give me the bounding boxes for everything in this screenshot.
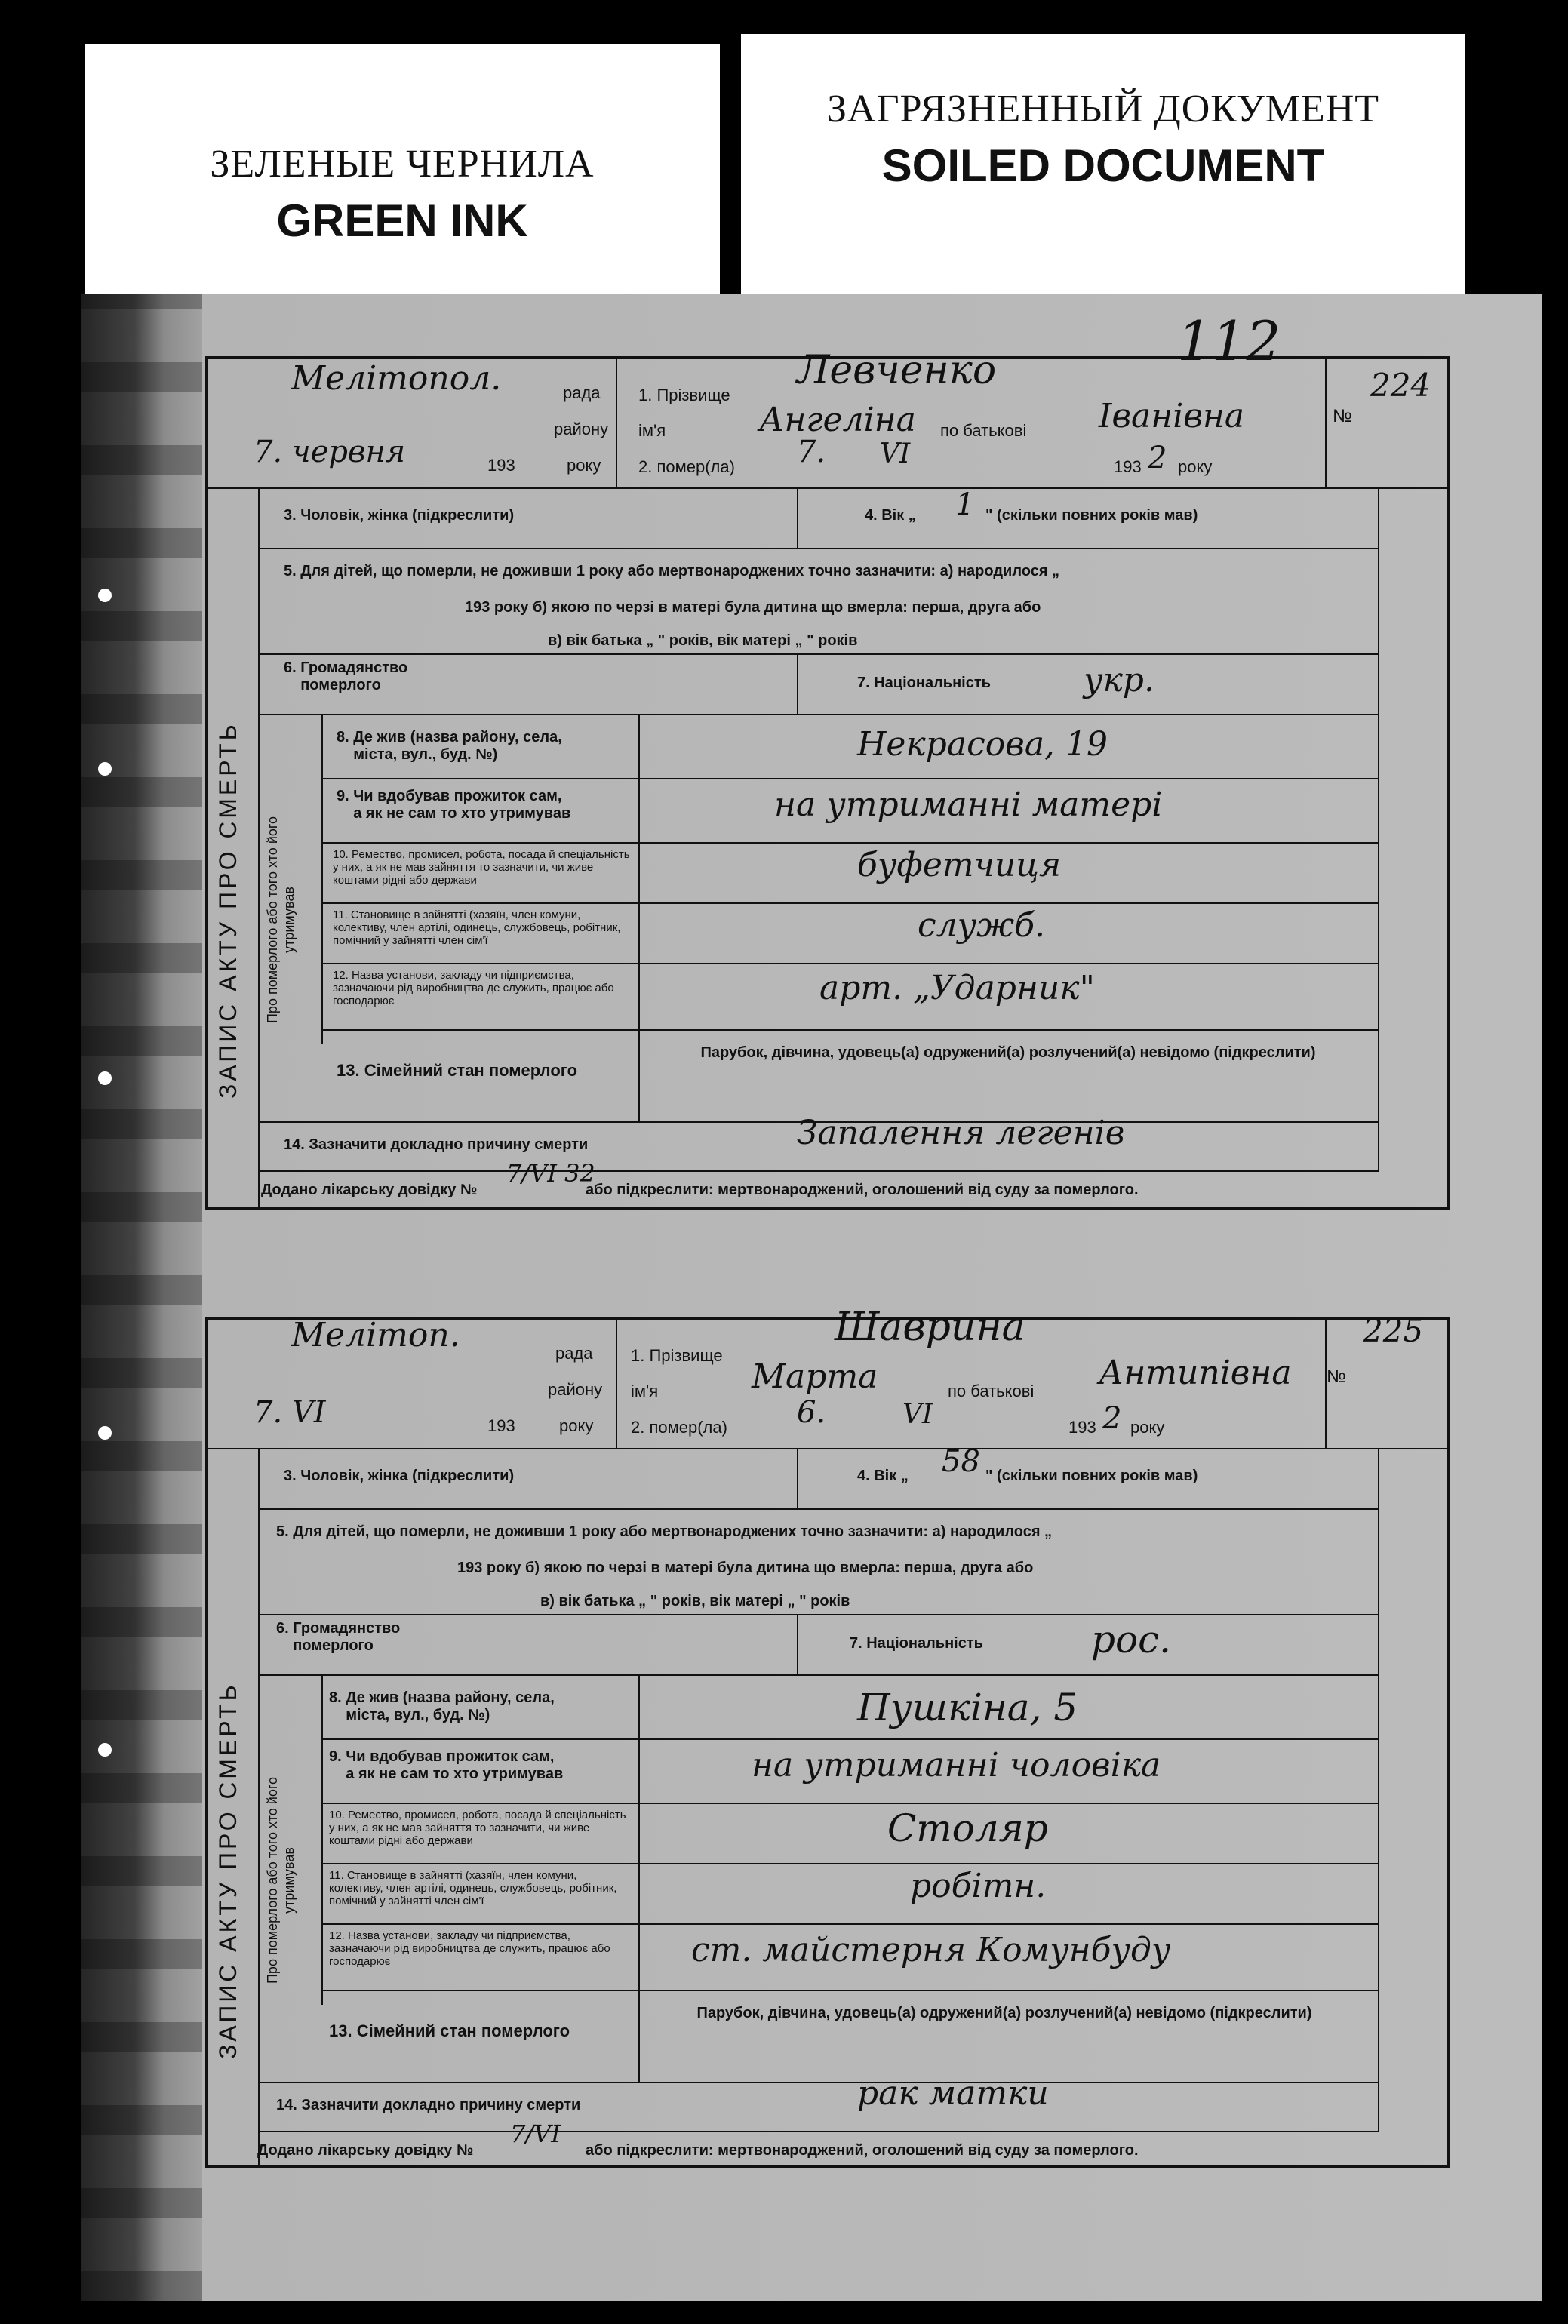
occupation-value: буфетчиця [857, 846, 1062, 884]
rada-value: Мелітоп. [291, 1316, 460, 1354]
certificate-value: 7/VI [510, 2120, 561, 2148]
registration-date: 7. червня [254, 435, 406, 469]
died-year-prefix: 193 [1068, 1418, 1096, 1437]
died-day: 6. [797, 1395, 826, 1430]
side-title: ЗАПИС АКТУ ПРО СМЕРТЬ [214, 1682, 241, 2059]
age-label-suffix: " (скільки повних років мав) [985, 1468, 1198, 1484]
position-value: робітн. [910, 1867, 1047, 1905]
punch-hole [98, 589, 112, 602]
died-day: 7. [797, 435, 826, 469]
support-value: на утриманні чоловіка [752, 1746, 1161, 1784]
side-subtitle: Про померлого або того хто його утримував [265, 816, 297, 1023]
marital-options: Парубок, дівчина, удовець(а) одружений(а) розлучений(а) невідомо (підкреслити) [696, 2005, 1312, 2021]
died-label: 2. помер(ла) [638, 457, 735, 476]
rada-label: рада [555, 1344, 593, 1363]
nationality-value: укр. [1084, 661, 1154, 699]
certificate-value: 7/VI 32 [506, 1159, 595, 1188]
died-label: 2. помер(ла) [631, 1418, 727, 1437]
patronymic-label: по батькові [948, 1382, 1035, 1400]
died-roku: року [1178, 457, 1213, 476]
certificate-label: Додано лікарську довідку № [257, 2142, 474, 2159]
surname-label: 1. Прізвище [631, 1346, 723, 1365]
marital-label: 13. Сімейний стан померлого [337, 1061, 578, 1080]
record-number: 224 [1370, 367, 1431, 404]
rada-label: рада [563, 383, 601, 402]
side-subtitle: Про померлого або того хто його утримував [265, 1776, 297, 1984]
cause-label: 14. Зазначити докладно причину смерти [284, 1136, 589, 1153]
children-line2: 193 року б) якою по черзі в матері була дитина що вмерла: перша, друга або [465, 599, 1041, 616]
number-sign: № [1333, 406, 1352, 426]
died-year: 2 [1148, 441, 1167, 475]
employer-value: арт. „Ударник" [819, 969, 1095, 1007]
died-month: VI [902, 1399, 933, 1430]
died-roku: року [1130, 1418, 1165, 1437]
children-line3: в) вік батька „ " років, вік матері „ " років [548, 632, 858, 649]
died-year-prefix: 193 [1114, 457, 1142, 476]
marital-label: 13. Сімейний стан померлого [329, 2021, 570, 2040]
punch-hole [98, 1071, 112, 1085]
employer-label: 12. Назва установи, закладу чи підприємства, зазначаючи рід виробництва де служить, працює або господарює [333, 969, 614, 1007]
certificate-suffix: або підкреслити: мертвонароджений, оголошений від суду за померлого. [586, 1182, 1139, 1198]
cause-label: 14. Зазначити докладно причину смерти [276, 2097, 581, 2113]
soiled-label-ru: ЗАГРЯЗНЕННЫЙ ДОКУМЕНТ [826, 88, 1380, 131]
patronymic-value: Іванівна [1099, 397, 1245, 435]
children-line1: 5. Для дітей, що померли, не доживши 1 року або мертвонароджених точно зазначити: а) народилося „ [284, 563, 1060, 579]
citizenship-label: 6. Громадянство померлого [284, 659, 408, 693]
occupation-label: 10. Ремество, промисел, робота, посада й спеціальність у них, а як не мав зайняття то зазначити, чи живе коштами рідні або держави [329, 1809, 626, 1847]
support-label: 9. Чи вдобував прожиток сам, а як не сам то хто утримував [329, 1748, 564, 1782]
gender-label: 3. Чоловік, жінка (підкреслити) [284, 1468, 515, 1484]
certificate-label: Додано лікарську довідку № [261, 1182, 478, 1198]
residence-value: Некрасова, 19 [857, 725, 1108, 764]
green-ink-label-en: GREEN INK [276, 195, 528, 246]
children-line3: в) вік батька „ " років, вік матері „ " років [540, 1593, 850, 1609]
rayonu-label: району [554, 420, 609, 438]
position-value: служб. [918, 906, 1046, 945]
side-title: ЗАПИС АКТУ ПРО СМЕРТЬ [214, 721, 241, 1099]
rada-value: Мелітопол. [291, 359, 502, 398]
rayonu-label: району [548, 1380, 603, 1399]
support-value: на утриманні матері [774, 785, 1163, 824]
page-number: 112 [1177, 309, 1281, 373]
employer-value: ст. майстерня Комунбуду [691, 1931, 1171, 1969]
cause-value: Запалення легенів [797, 1114, 1125, 1152]
certificate-suffix: або підкреслити: мертвонароджений, оголошений від суду за померлого. [586, 2142, 1139, 2159]
roku-label: року [567, 456, 601, 475]
position-label: 11. Становище в зайнятті (хазяїн, член комуни, колективу, член артілі, одинець, службовець, робітник, помічний у зайнятті член сім'ї [329, 1869, 617, 1907]
name-value: Ангеліна [759, 401, 916, 439]
death-record-224 [205, 348, 1450, 1210]
year-prefix: 193 [487, 456, 515, 475]
year-prefix: 193 [487, 1416, 515, 1435]
surname-value: Левченко [797, 348, 997, 393]
record-number: 225 [1363, 1312, 1424, 1349]
surname-value: Шаврина [835, 1305, 1025, 1350]
died-month: VI [880, 438, 911, 469]
cause-value: рак матки [857, 2074, 1049, 2113]
age-label-prefix: 4. Вік „ [865, 507, 916, 524]
died-year: 2 [1102, 1401, 1122, 1436]
position-label: 11. Становище в зайнятті (хазяїн, член комуни, колективу, член артілі, одинець, службовець, робітник, помічний у зайнятті член сім'ї [333, 908, 621, 947]
punch-hole [98, 1426, 112, 1440]
name-label: ім'я [638, 421, 666, 440]
registration-date: 7. VI [254, 1395, 326, 1430]
age-value: 1 [955, 487, 975, 522]
age-value: 58 [942, 1444, 980, 1479]
death-record-225 [205, 1305, 1450, 2168]
patronymic-label: по батькові [940, 421, 1027, 440]
support-label: 9. Чи вдобував прожиток сам, а як не сам то хто утримував [337, 788, 571, 822]
children-line2: 193 року б) якою по черзі в матері була дитина що вмерла: перша, друга або [457, 1560, 1034, 1576]
nationality-label: 7. Національність [850, 1635, 983, 1652]
residence-label: 8. Де жив (назва району, села, міста, вул., буд. №) [329, 1689, 555, 1723]
nationality-value: рос. [1091, 1618, 1172, 1662]
number-sign: № [1327, 1366, 1346, 1387]
children-line1: 5. Для дітей, що померли, не доживши 1 року або мертвонароджених точно зазначити: а) народилося „ [276, 1523, 1053, 1540]
soiled-label-en: SOILED DOCUMENT [881, 140, 1325, 191]
employer-label: 12. Назва установи, закладу чи підприємства, зазначаючи рід виробництва де служить, працює або господарює [329, 1929, 610, 1968]
surname-label: 1. Прізвище [638, 386, 730, 404]
punch-hole [98, 1743, 112, 1757]
residence-value: Пушкіна, 5 [857, 1686, 1078, 1729]
marital-options: Парубок, дівчина, удовець(а) одружений(а) розлучений(а) невідомо (підкреслити) [700, 1044, 1316, 1061]
gender-label: 3. Чоловік, жінка (підкреслити) [284, 507, 515, 524]
occupation-label: 10. Ремество, промисел, робота, посада й спеціальність у них, а як не мав зайняття то зазначити, чи живе коштами рідні або держави [333, 848, 630, 887]
name-label: ім'я [631, 1382, 659, 1400]
green-ink-label [85, 44, 720, 309]
citizenship-label: 6. Громадянство померлого [276, 1620, 401, 1654]
name-value: Марта [752, 1357, 878, 1396]
soiled-document-label [741, 34, 1465, 309]
residence-label: 8. Де жив (назва району, села, міста, вул., буд. №) [337, 729, 562, 763]
green-ink-label-ru: ЗЕЛЕНЫЕ ЧЕРНИЛА [210, 143, 595, 186]
punch-hole [98, 762, 112, 776]
patronymic-value: Антипівна [1099, 1354, 1292, 1392]
occupation-value: Столяр [887, 1806, 1048, 1850]
roku-label: року [559, 1416, 594, 1435]
nationality-label: 7. Національність [857, 675, 991, 691]
age-label-suffix: " (скільки повних років мав) [985, 507, 1198, 524]
age-label-prefix: 4. Вік „ [857, 1468, 909, 1484]
